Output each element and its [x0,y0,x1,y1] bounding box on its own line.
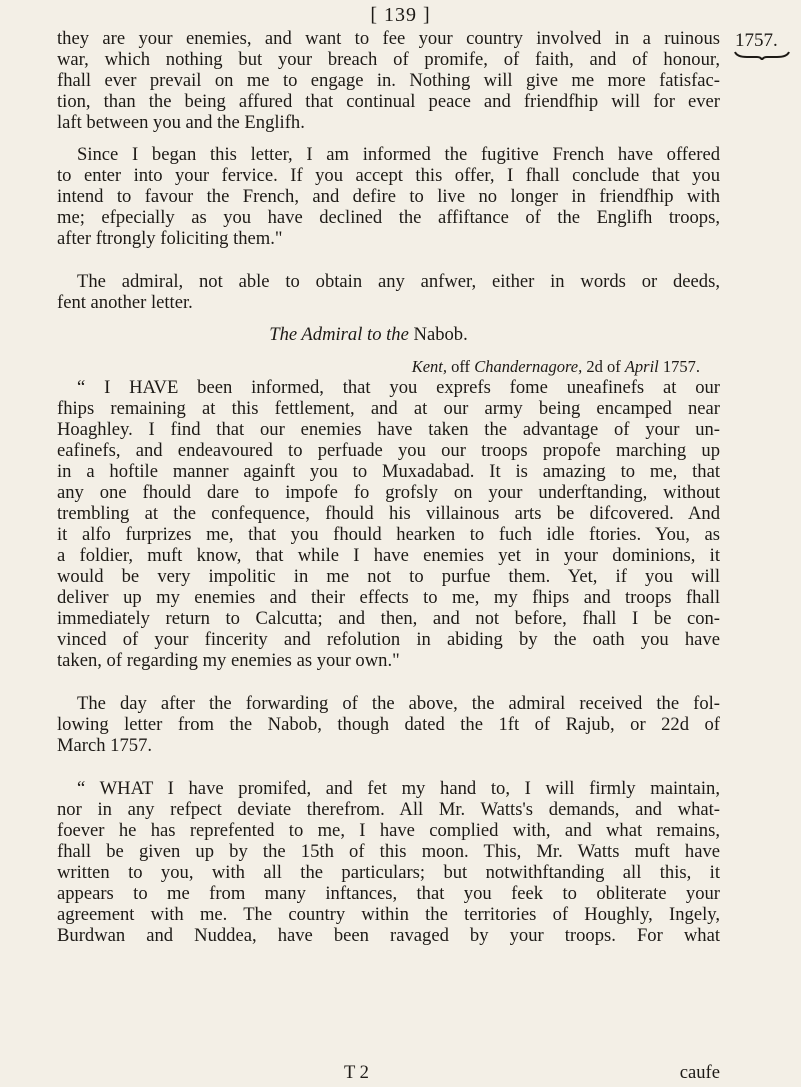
text-line: it alfo furprizes me, that you fhould hearken to fuch idle ftories. You, as [57,524,720,545]
text-line: Burdwan and Nuddea, have been ravaged by your troops. For what [57,925,720,946]
text-line: “ I HAVE been informed, that you exprefs fome uneafinefs at our [77,377,720,398]
text-line: taken, of regarding my enemies as your own." [57,650,400,671]
text-line: laft between you and the Englifh. [57,112,305,133]
text-line: any one fhould dare to impofe fo grofsly on your underftanding, without [57,482,720,503]
paragraph-2 [57,144,720,249]
text-line: trembling at the confequence, fhould his villainous arts be difcovered. And [57,503,720,524]
text-line: tion, than the being affured that continual peace and friendfhip will for ever [57,91,720,112]
text-line: they are your enemies, and want to fee your country involved in a ruinous [57,28,720,49]
letter-dateline [57,356,720,377]
text-line: intend to favour the French, and defire to live no longer in friendfhip with [57,186,720,207]
text-line: Hoaghley. I find that our enemies have taken the advantage of your un- [57,419,720,440]
text-line: fhall be given up by the 15th of this moon. This, Mr. Watts muft have [57,841,720,862]
text-line: The admiral, not able to obtain any anfwer, either in words or deeds, [77,271,720,292]
text-line: would be very impolitic in me not to purfue them. Yet, if you will [57,566,720,587]
text-line: fhips remaining at this fettlement, and at our army being encamped near [57,398,720,419]
text-line: me; efpecially as you have declined the affiftance of the Englifh troops, [57,207,720,228]
dateline-year: 1757. [658,357,700,376]
text-line: after ftrongly foliciting them." [57,228,283,249]
text-line: vinced of your fincerity and refolution in abiding by the oath you have [57,629,720,650]
text-line: fent another letter. [57,292,193,313]
margin-year-note: 1757. [735,30,778,51]
paragraph-3 [57,271,720,313]
text-line: lowing letter from the Nabob, though dated the 1ft of Rajub, or 22d of [57,714,720,735]
letter-heading-roman: Nabob. [413,324,468,345]
text-line: nor in any refpect deviate therefrom. All Mr. Watts's demands, and what- [57,799,720,820]
text-line: “ WHAT I have promifed, and fet my hand to, I will firmly maintain, [77,778,720,799]
text-line: to enter into your fervice. If you accept this offer, I fhall conclude that you [57,165,720,186]
text-line: deliver up my enemies and their effects to me, my fhips and troops fhall [57,587,720,608]
margin-brace [733,50,791,60]
dateline-month: April [624,357,659,376]
text-line: foever he has reprefented to me, I have complied with, and what remains, [57,820,720,841]
text-body [57,28,720,946]
text-line: in a hoftile manner againft you to Muxadabad. It is amazing to me, that [57,461,720,482]
page-footer [57,1062,720,1084]
text-line: March 1757. [57,735,153,756]
text-line: Since I began this letter, I am informed the fugitive French have offered [77,144,720,165]
letter-heading [57,324,720,345]
page-number-header: [ 139 ] [370,4,431,26]
letter-heading-italic: The Admiral to the [269,324,409,345]
text-line: war, which nothing but your breach of promife, of faith, and of honour, [57,49,720,70]
text-line: written to you, with all the particulars; but notwithftanding all this, it [57,862,720,883]
paragraph-4 [57,377,720,671]
dateline-place: Chandernagore, [474,357,583,376]
text-line: agreement with me. The country within the territories of Houghly, Ingely, [57,904,720,925]
signature-mark: T 2 [344,1062,369,1083]
catchword: caufe [679,1062,720,1083]
dateline-text: 2d of [582,357,625,376]
text-line: fhall ever prevail on me to engage in. Nothing will give me more fatisfac- [57,70,720,91]
paragraph-1 [57,28,720,133]
paragraph-5 [57,693,720,756]
text-line: immediately return to Calcutta; and then, and not before, fhall I be con- [57,608,720,629]
paragraph-6 [57,778,720,946]
text-line: The day after the forwarding of the above, the admiral received the fol- [77,693,720,714]
dateline-ship: Kent, [411,357,447,376]
text-line: eafinefs, and endeavoured to perfuade you our troops propofe marching up [57,440,720,461]
text-line: appears to me from many inftances, that you feek to obliterate your [57,883,720,904]
dateline-text: off [446,357,475,376]
text-line: a foldier, muft know, that while I have enemies yet in your dominions, it [57,545,720,566]
